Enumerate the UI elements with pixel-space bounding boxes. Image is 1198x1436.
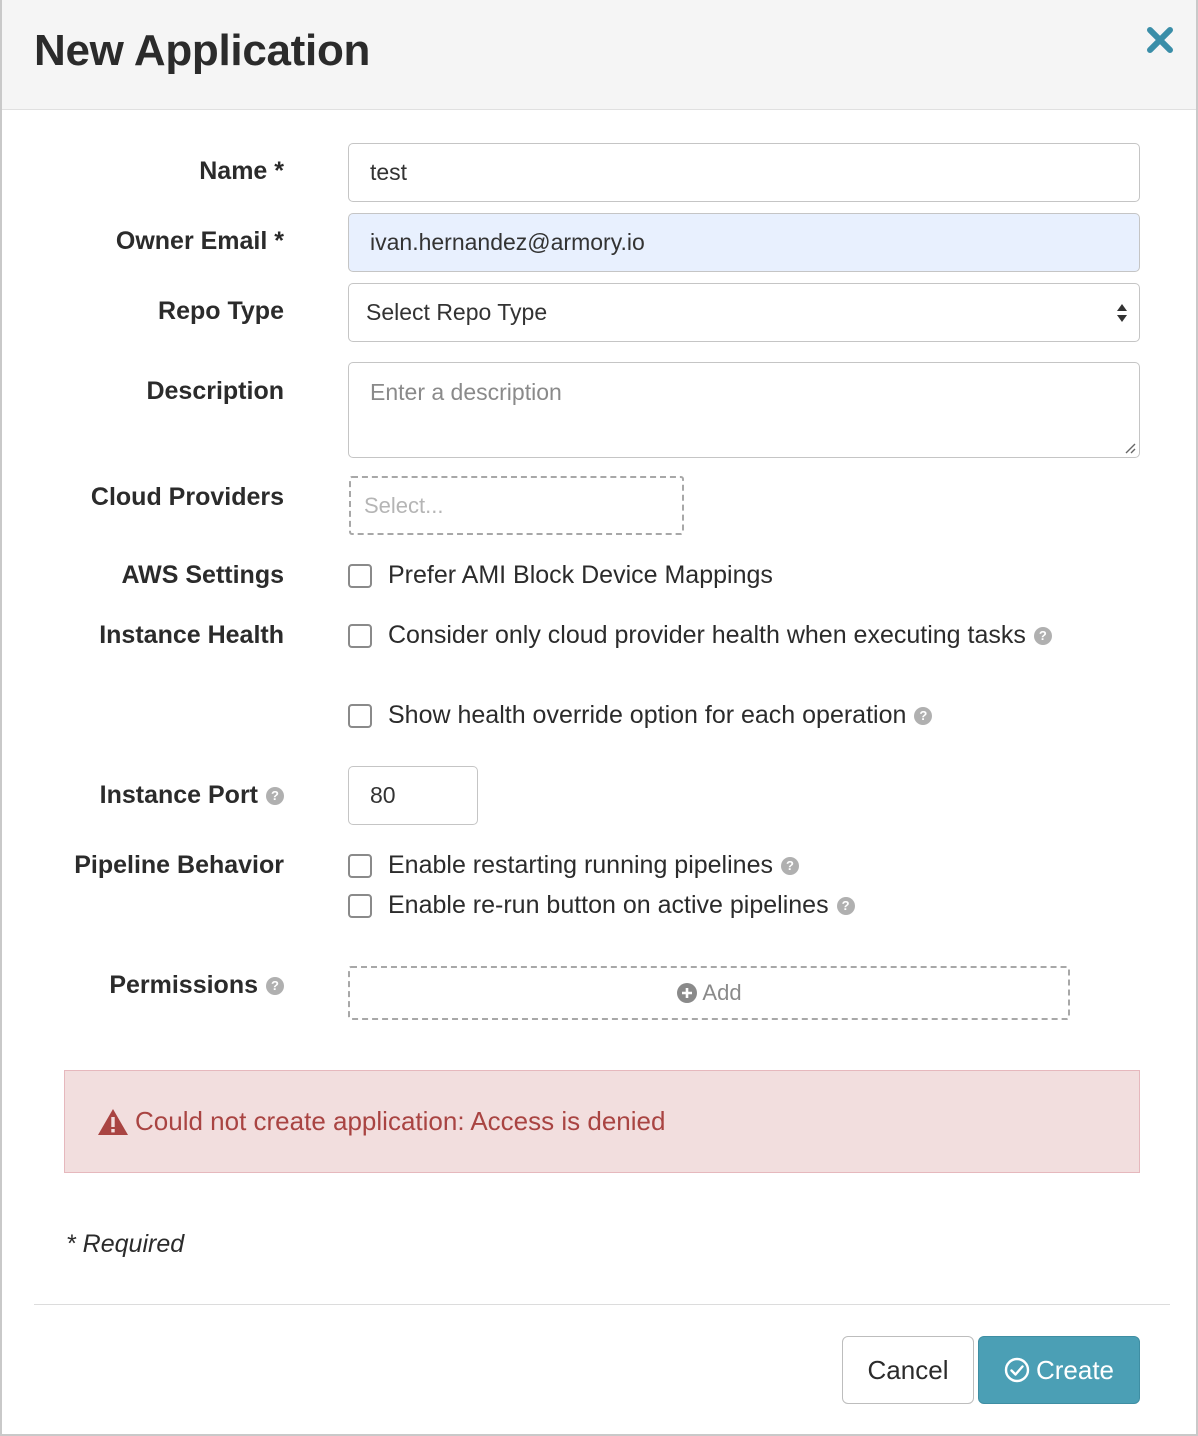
rerun-button-label: Enable re-run button on active pipelines [388,891,829,919]
prefer-ami-checkbox[interactable] [348,564,372,588]
instance-port-value: 80 [370,782,396,808]
instance-port-input[interactable] [348,766,478,825]
prefer-ami-checkbox-row[interactable] [348,561,773,590]
name-input-value: test [370,159,408,185]
repo-type-label: Repo Type [158,297,284,325]
name-input[interactable] [348,143,1140,202]
health-override-row[interactable] [348,701,932,730]
select-arrows-icon [1115,301,1129,325]
modal-title: New Application [34,26,371,75]
required-note: * Required [66,1230,185,1258]
create-button[interactable] [978,1336,1140,1404]
instance-port-label: Instance Port ? [100,781,284,810]
instance-health-label: Instance Health [99,621,284,649]
resize-grip-icon[interactable] [1122,440,1136,454]
name-label: Name * [199,157,284,185]
pipeline-behavior-label: Pipeline Behavior [74,851,284,879]
health-override-label: Show health override option for each operation [388,701,907,729]
restart-pipelines-row[interactable] [348,851,799,880]
cloud-provider-health-row[interactable] [348,621,1052,650]
rerun-button-checkbox[interactable] [348,894,372,918]
restart-pipelines-checkbox[interactable] [348,854,372,878]
owner-email-input-value: ivan.hernandez@armory.io [370,229,645,255]
owner-email-input[interactable] [348,213,1140,272]
aws-settings-label: AWS Settings [121,561,284,589]
description-placeholder: Enter a description [370,379,562,405]
description-label: Description [146,377,284,405]
help-icon[interactable]: ? [837,897,855,915]
description-textarea[interactable] [348,362,1140,458]
repo-type-selected: Select Repo Type [366,299,548,325]
permissions-label: Permissions ? [109,971,284,1000]
cancel-button[interactable] [842,1336,974,1404]
restart-pipelines-label: Enable restarting running pipelines [388,851,773,879]
modal-header [2,0,1196,110]
close-icon[interactable] [1142,22,1178,58]
help-icon[interactable]: ? [1034,627,1052,645]
repo-type-select[interactable] [348,283,1140,342]
prefer-ami-label: Prefer AMI Block Device Mappings [388,561,773,589]
health-override-checkbox[interactable] [348,704,372,728]
check-circle-icon [1004,1357,1030,1383]
error-alert [64,1070,1140,1173]
rerun-button-row[interactable] [348,891,855,920]
cloud-providers-placeholder: Select... [364,492,444,518]
create-label: Create [1035,1354,1115,1385]
help-icon[interactable]: ? [266,787,284,805]
help-icon[interactable]: ? [914,707,932,725]
footer-divider [34,1304,1170,1305]
cloud-provider-health-label: Consider only cloud provider health when executing tasks [388,621,1026,649]
cloud-providers-select[interactable] [349,476,684,535]
cloud-provider-health-checkbox[interactable] [348,624,372,648]
help-icon[interactable]: ? [781,857,799,875]
warning-icon [97,1108,129,1136]
help-icon[interactable]: ? [266,977,284,995]
error-message: Could not create application: Access is denied [135,1106,666,1136]
owner-email-label: Owner Email * [115,227,284,255]
add-permission-button[interactable] [348,966,1070,1020]
add-permission-label: Add [702,980,742,1005]
cancel-label: Cancel [867,1354,949,1385]
plus-circle-icon [676,982,698,1004]
cloud-providers-label: Cloud Providers [90,483,284,511]
